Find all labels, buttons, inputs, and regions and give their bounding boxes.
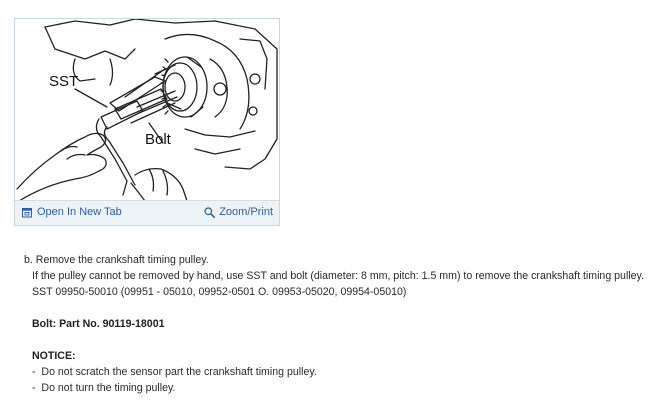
figure-card [14, 18, 280, 226]
sst-callout-label: SST [49, 73, 79, 90]
step-instruction: If the pulley cannot be removed by hand, use SST and bolt (diameter: 8 mm, pitch: 1.5 mm) to remove the crankshaft timing pulley. [32, 270, 644, 282]
zoom-print-label: Zoom/Print [219, 206, 273, 218]
crankshaft-pulley-illustration[interactable] [15, 19, 279, 201]
bolt-callout-label: Bolt [145, 131, 171, 148]
zoom-print-link[interactable] [204, 206, 273, 218]
notice-heading: NOTICE: [32, 350, 76, 362]
open-new-tab-icon [22, 207, 33, 218]
sst-part-numbers: SST 09950-50010 (09951 - 05010, 09952-0501 O. 09953-05020, 09954-05010) [32, 286, 407, 298]
bolt-part-number: Bolt: Part No. 90119-18001 [32, 318, 165, 330]
figure-toolbar [15, 200, 279, 225]
open-in-new-tab-label: Open In New Tab [37, 206, 122, 218]
open-in-new-tab-link[interactable] [22, 206, 122, 218]
step-title-line [24, 252, 644, 268]
step-marker: b. [24, 254, 33, 266]
illustration-drawing [15, 19, 279, 201]
step-title: Remove the crankshaft timing pulley. [35, 254, 209, 266]
magnifier-icon [204, 207, 215, 218]
notice-item: - Do not scratch the sensor part the crankshaft timing pulley. [32, 366, 317, 378]
procedure-text [24, 252, 644, 396]
notice-item: - Do not turn the timing pulley. [32, 382, 176, 394]
